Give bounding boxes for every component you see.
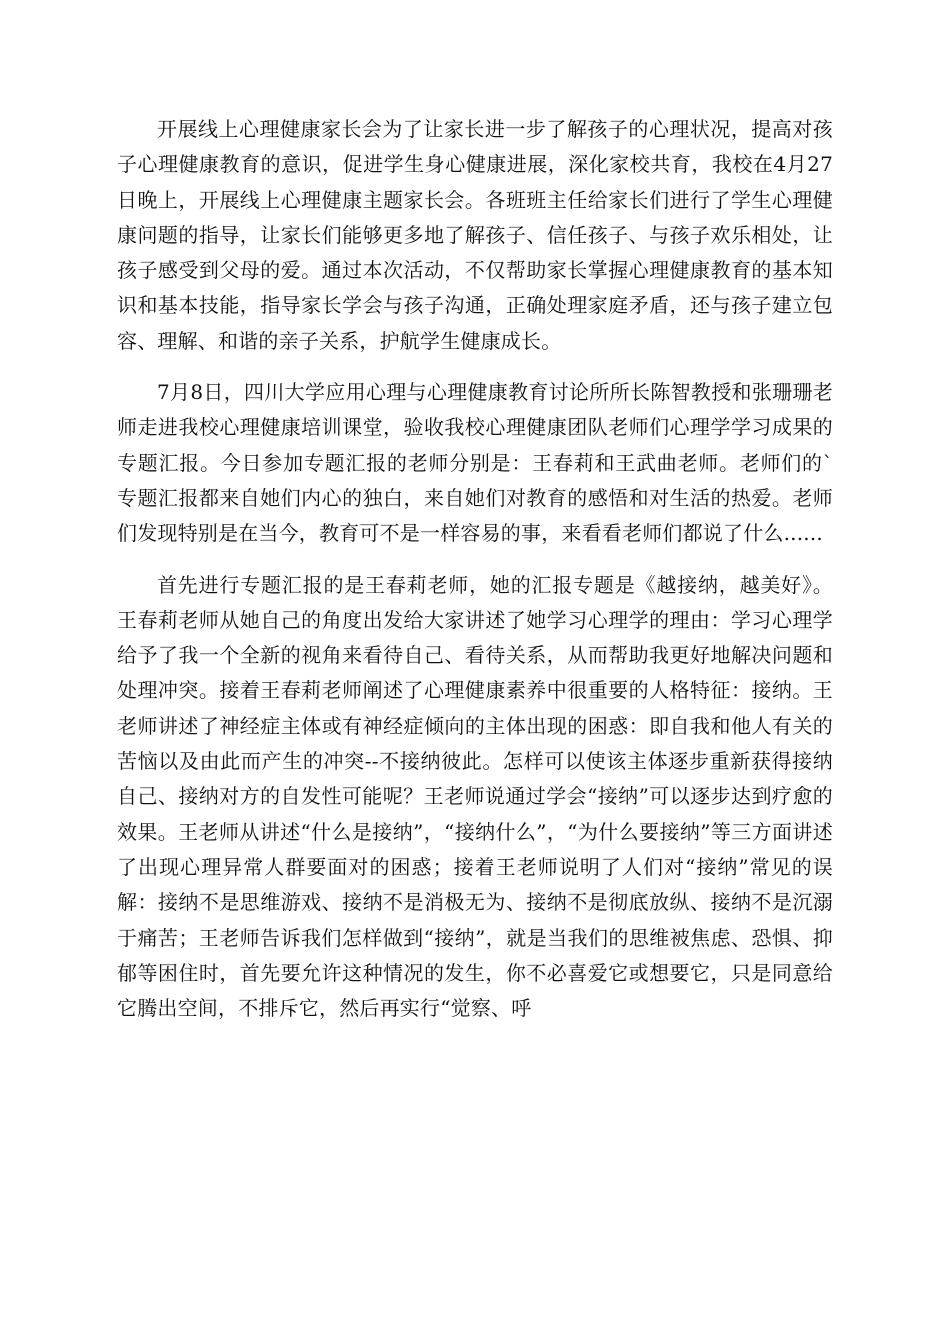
paragraph-parent-meeting: 开展线上心理健康家长会为了让家长进一步了解孩子的心理状况，提高对孩子心理健康教育的意识，促进学生身心健康进展，深化家校共育，我校在4月27日晚上，开展线上心理健康主题家长会。各班班主任给家长们进行了学生心理健康问题的指导，让家长们能够更多地了解孩子、信任孩子、与孩子欢乐相处，让孩子感受到父母的爱。通过本次活动，不仅帮助家长掌握心理健康教育的基本知识和基本技能，指导家长学会与孩子沟通，正确处理家庭矛盾，还与孩子建立包容、理解、和谐的亲子关系，护航学生健康成长。 xyxy=(117,117,833,353)
paragraph-acceptance-report: 首先进行专题汇报的是王春莉老师，她的汇报专题是《越接纳，越美好》。王春莉老师从她自己的角度出发给大家讲述了她学习心理学的理由：学习心理学给予了我一个全新的视角来看待自己、看待关系，从而帮助我更好地解决问题和处理冲突。接着王春莉老师阐述了心理健康素养中很重要的人格特征：接纳。王老师讲述了神经症主体或有神经症倾向的主体出现的困惑：即自我和他人有关的苦恼以及由此而产生的冲突--不接纳彼此。怎样可以使该主体逐步重新获得接纳自己、接纳对方的自发性可能呢？王老师说通过学会“接纳”可以逐步达到疗愈的效果。王老师从讲述“什么是接纳”，“接纳什么”，“为什么要接纳”等三方面讲述了出现心理异常人群要面对的困惑；接着王老师说明了人们对“接纳”常见的误解：接纳不是思维游戏、接纳不是消极无为、接纳不是彻底放纵、接纳不是沉溺于痛苦；王老师告诉我们怎样做到“接纳”，就是当我们的思维被焦虑、恐惧、抑郁等困住时，首先要允许这种情况的发生，你不必喜爱它或想要它，只是同意给它腾出空间，不排斥它，然后再实行“觉察、呼 xyxy=(117,572,833,1021)
paragraph-expert-visit: 7月8日，四川大学应用心理与心理健康教育讨论所所长陈智教授和张珊珊老师走进我校心理健康培训课堂，验收我校心理健康团队老师们心理学学习成果的专题汇报。今日参加专题汇报的老师分别是：王春莉和王武曲老师。老师们的`专题汇报都来自她们内心的独白，来自她们对教育的感悟和对生活的热爱。老师们发现特别是在当今，教育可不是一样容易的事，来看看老师们都说了什么...... xyxy=(117,380,833,546)
document-body xyxy=(117,112,833,1026)
